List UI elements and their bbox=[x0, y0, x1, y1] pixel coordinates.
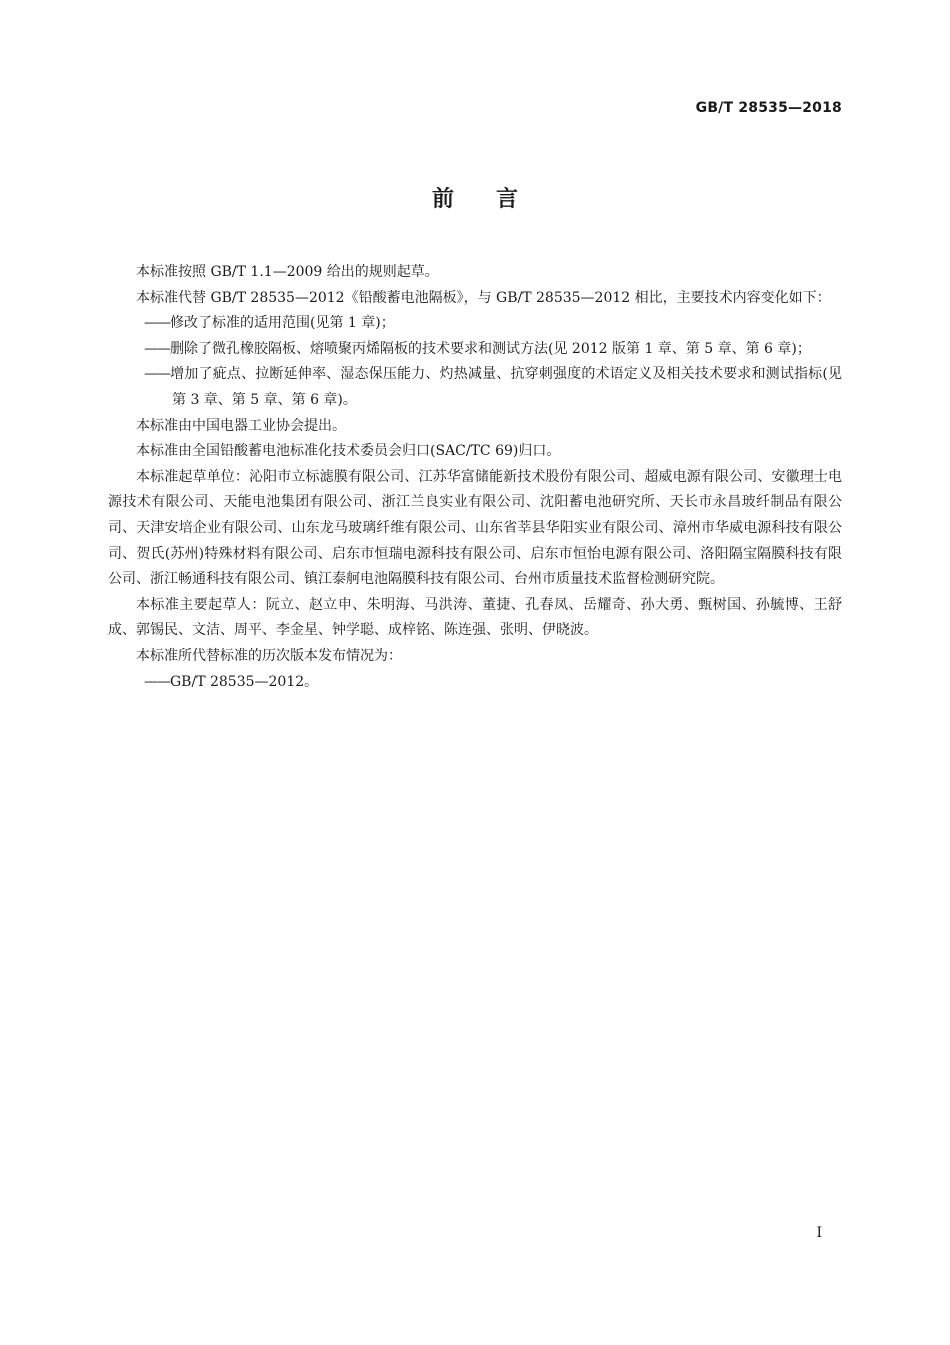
change-item-text: 删除了微孔橡胶隔板、熔喷聚丙烯隔板的技术要求和测试方法(见 2012 版第 1 章、第 5 章、第 6 章)； bbox=[170, 340, 811, 357]
paragraph-committee: 本标准由全国铅酸蓄电池标准化技术委员会归口(SAC/TC 69)归口。 bbox=[136, 443, 561, 460]
history-item bbox=[108, 670, 842, 696]
paragraph-proposer: 本标准由中国电器工业协会提出。 bbox=[136, 417, 346, 434]
change-item-text: 增加了疵点、拉断延伸率、湿态保压能力、灼热减量、抗穿刺强度的术语定义及相关技术要求和测试指标(见第 3 章、第 5 章、第 6 章)。 bbox=[170, 366, 842, 408]
dash-mark: —— bbox=[144, 673, 170, 690]
change-item-text: 修改了标准的适用范围(见第 1 章)； bbox=[170, 315, 395, 332]
change-item bbox=[108, 311, 842, 337]
paragraph-history-intro: 本标准所代替标准的历次版本发布情况为： bbox=[136, 647, 402, 664]
paragraph-drafting-units: 本标准起草单位：沁阳市立标滤膜有限公司、江苏华富储能新技术股份有限公司、超威电源有限公司、安徽理士电源技术有限公司、天能电池集团有限公司、浙江兰良实业有限公司、沈阳蓄电池研究所、天长市永昌玻纤制品有限公司、天津安培企业有限公司、山东龙马玻璃纤维有限公司、山东省莘县华阳实业有限公司、漳州市华威电源科技有限公司、贺氏(苏州)特殊材料有限公司、启东市恒瑞电源科技有限公司、启东市恒怡电源有限公司、洛阳隔宝隔膜科技有限公司、浙江畅通科技有限公司、镇江泰舸电池隔膜科技有限公司、台州市质量技术监督检测研究院。 bbox=[108, 468, 842, 588]
page-number: I bbox=[816, 1225, 822, 1241]
paragraph-drafters: 本标准主要起草人：阮立、赵立申、朱明海、马洪涛、董捷、孔春凤、岳耀奇、孙大勇、甄树国、孙毓博、王舒成、郭锡民、文洁、周平、李金星、钟学聪、成梓铭、陈连强、张明、伊晓波。 bbox=[108, 596, 842, 639]
change-item bbox=[108, 337, 842, 363]
page-title: 前言 bbox=[431, 187, 560, 212]
paragraph-replacement: 本标准代替 GB/T 28535—2012《铅酸蓄电池隔板》，与 GB/T 28535—2012 相比，主要技术内容变化如下： bbox=[136, 289, 831, 306]
standard-code: GB/T 28535—2018 bbox=[695, 100, 842, 116]
paragraph-drafting-rules: 本标准按照 GB/T 1.1—2009 给出的规则起草。 bbox=[136, 264, 439, 280]
dash-mark: —— bbox=[144, 340, 170, 357]
change-item bbox=[108, 362, 842, 413]
foreword-body bbox=[108, 260, 842, 695]
dash-mark: —— bbox=[144, 315, 170, 332]
dash-mark: —— bbox=[144, 366, 170, 383]
history-item-text: GB/T 28535—2012。 bbox=[170, 673, 319, 690]
